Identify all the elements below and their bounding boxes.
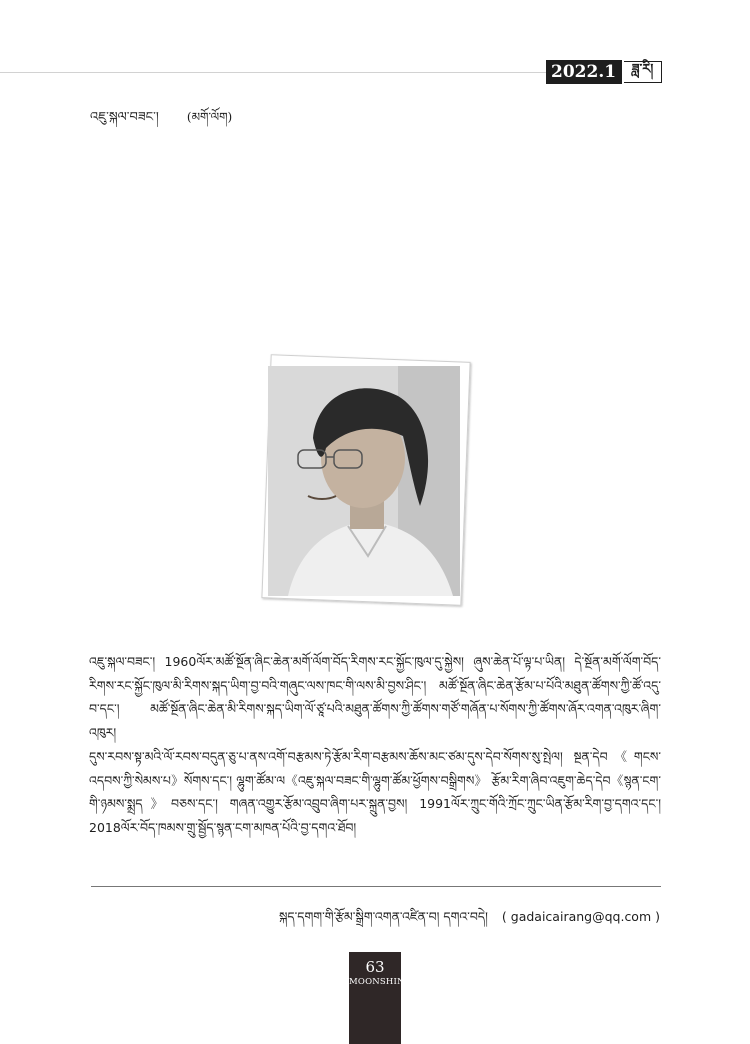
footer-rule: [91, 886, 661, 887]
author-region: (མགོ་ལོག): [186, 110, 233, 124]
editor-email[interactable]: ( gadaicairang@qq.com ): [501, 909, 660, 924]
bio-paragraph: འཇུ་སྐལ་བཟང་། 1960ལོར་མཚོ་སྔོན་ཞིང་ཆེན་མགོ་ལོག་བོད་རིགས་རང་སྐྱོང་ཁུལ་དུ་སྐྱེས། ཞུས་ཆེན་པོ་ལྟ་པ་ཡིན། དེ་སྔོན་མགོ་ལོག་བོད་རིགས་རང་སྐྱོང་ཁུལ་མི་རིགས་སྐད་ཡིག་བྱ་བའི་གཞུང་ལས་ཁང་གི་ལས་མི་བྱས་ཤིང་། མཚོ་སྔོན་ཞིང་ཆེན་རྩོམ་པ་པོའི་མཐུན་ཚོགས་ཀྱི་ཚོ་འདུ་བ་དང་། མཚོ་སྔོན་ཞིང་ཆེན་མི་རིགས་སྐད་ཡིག་ལོ་ཙཱ་པའི་མཐུན་ཚོགས་ཀྱི་ཚོགས་གཙོ་གཞོན་པ་སོགས་ཀྱི་ཚོགས་ཞོར་འགན་འཁུར་ཞིག་འཁུར།: [89, 654, 661, 740]
portrait-illustration: [268, 366, 460, 596]
magazine-logo: [624, 61, 662, 83]
page-number: 63: [365, 958, 385, 976]
works-paragraph: དུས་རབས་སྟ་མའི་ལོ་རབས་བདུན་ཅུ་པ་ནས་འགོ་བརྩམས་ཏེ་རྩོམ་རིག་བརྩམས་ཆོས་མང་ཙམ་དུས་དེབ་སོགས་སུ་སྤེལ། སྔན་དེབ《གངས་འདབས་ཀྱི་སེམས་པ》སོགས་དང་། ལྷུག་ཚོམ་ལ《འཇུ་སྐལ་བཟང་གི་ལྷུག་ཚོམ་ཕྱོགས་བསྒྲིགས》 རྩོམ་རིག་ཞིབ་འཇུག་ཆེད་དེབ《སྙན་ངག་གི་ཉམས་སྨྲད》བཅས་དང་། གཞན་འགྱུར་རྩོམ་འབྲུབ་ཞིག་པར་སྐྲུན་བྱས། 1991ལོར་ཀྲུང་གོའི་ཀྲོང་ཀྲུང་ཡིན་རྩོམ་རིག་བྱ་དགའ་དང་། 2018ལོར་བོད་ཁམས་གྲུ་སྦྱོད་སྙན་ངག་མཁན་པོའི་བྱ་དགའ་ཐོབ།: [89, 749, 661, 835]
magazine-name: MOONSHINE: [349, 977, 412, 987]
byline: [90, 102, 232, 139]
header-badge: [546, 59, 662, 85]
author-name: འཇུ་སྐལ་བཟང་།: [90, 110, 159, 125]
editor-label: སྐད་དགག་གི་རྩོམ་སྒྲིག་འགན་འཛིན་བ། དགའ་བདེ།: [278, 909, 488, 924]
author-portrait: [268, 366, 460, 596]
issue-year: 2022.1: [546, 60, 622, 84]
editor-contact: [279, 903, 660, 938]
page-number-tab: [349, 952, 412, 1044]
magazine-logo-text: ཟླ་རི།: [631, 61, 654, 77]
